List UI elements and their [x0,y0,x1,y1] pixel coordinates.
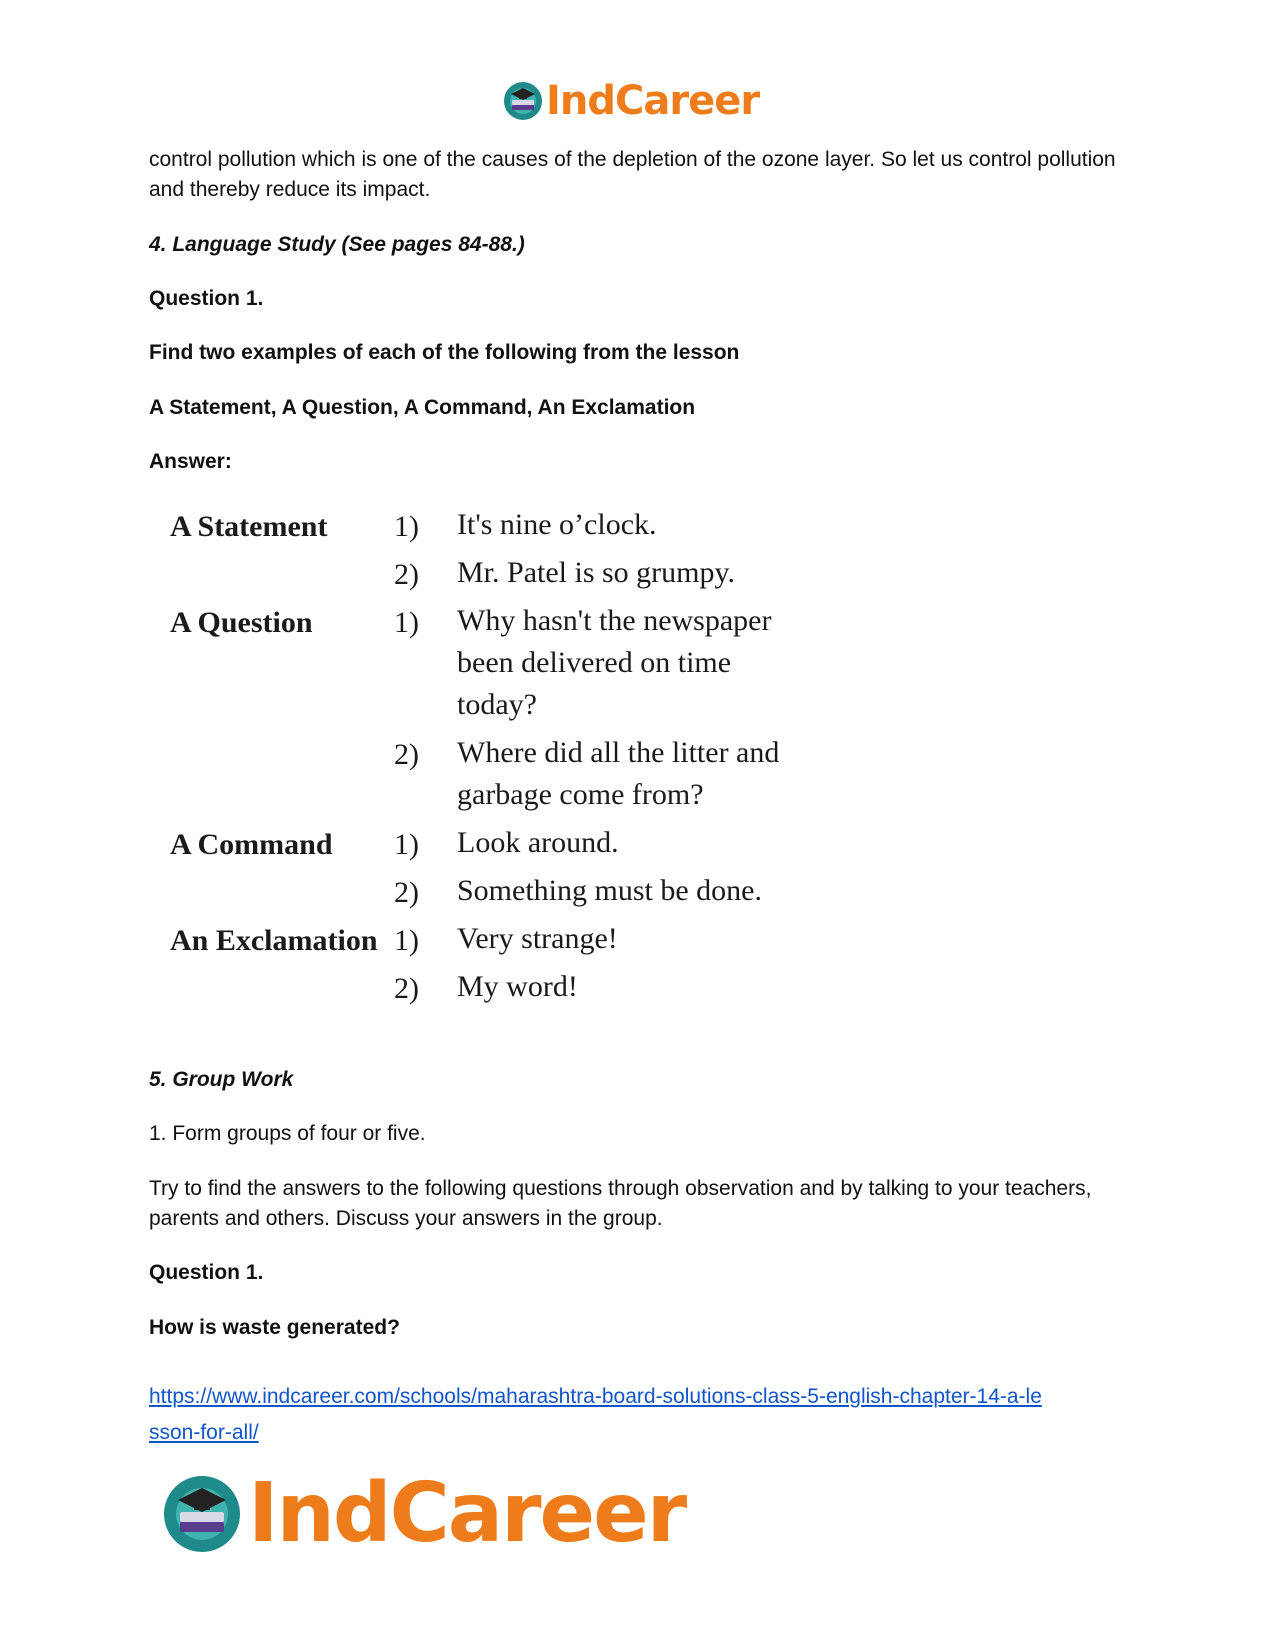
item-number: 2) [394,738,419,771]
item-number: 1) [394,828,419,861]
answer-label: Answer: [149,450,232,473]
logo-text: IndCareer [248,1466,686,1561]
item-number: 1) [394,924,419,957]
category-question: A Question [170,606,313,639]
example-text: Very strange! [457,922,618,955]
question-prompt: Find two examples of each of the following from the lesson [149,341,740,364]
example-text: My word! [457,970,578,1003]
logo-text: IndCareer [546,78,760,124]
example-text: Why hasn't the newspaper [457,604,772,637]
item-number: 2) [394,972,419,1005]
example-text: Something must be done. [457,874,762,907]
item-number: 1) [394,510,419,543]
link-line-1[interactable]: https://www.indcareer.com/schools/maharashtra-board-solutions-class-5-english-chapter-14-a-le [149,1385,1042,1408]
item-number: 2) [394,876,419,909]
question-text: How is waste generated? [149,1316,400,1339]
example-text: garbage come from? [457,778,704,811]
example-text: today? [457,688,537,721]
intro-paragraph: control pollution which is one of the causes of the depletion of the ozone layer. So let us control pollution and thereby reduce its impact. [149,148,1116,201]
example-text: been delivered on time [457,646,732,679]
instructions-paragraph: Try to find the answers to the following questions through observation and by talking to your teachers, parents and others. Discuss your answers in the group. [149,1177,1092,1230]
example-text: It's nine o’clock. [457,508,657,541]
source-link[interactable] [149,1379,1129,1451]
item-number: 1) [394,606,419,639]
graduation-book-icon [502,80,544,122]
section-4-heading: 4. Language Study (See pages 84-88.) [149,233,525,256]
example-text: Where did all the litter and [457,736,780,769]
example-text: Mr. Patel is so grumpy. [457,556,736,589]
footer-logo [160,1466,685,1561]
category-command: A Command [170,828,333,861]
link-line-2[interactable]: sson-for-all/ [149,1421,259,1444]
section-5-heading: 5. Group Work [149,1068,294,1091]
question-label: Question 1. [149,287,264,310]
header-logo [502,78,759,124]
category-exclamation: An Exclamation [170,924,378,957]
category-statement: A Statement [170,510,328,543]
sentence-types: A Statement, A Question, A Command, An Exclamation [149,396,696,419]
item-number: 2) [394,558,419,591]
group-item-1: 1. Form groups of four or five. [149,1122,426,1145]
question-label: Question 1. [149,1261,264,1284]
example-text: Look around. [457,826,619,859]
graduation-book-icon [160,1472,244,1556]
